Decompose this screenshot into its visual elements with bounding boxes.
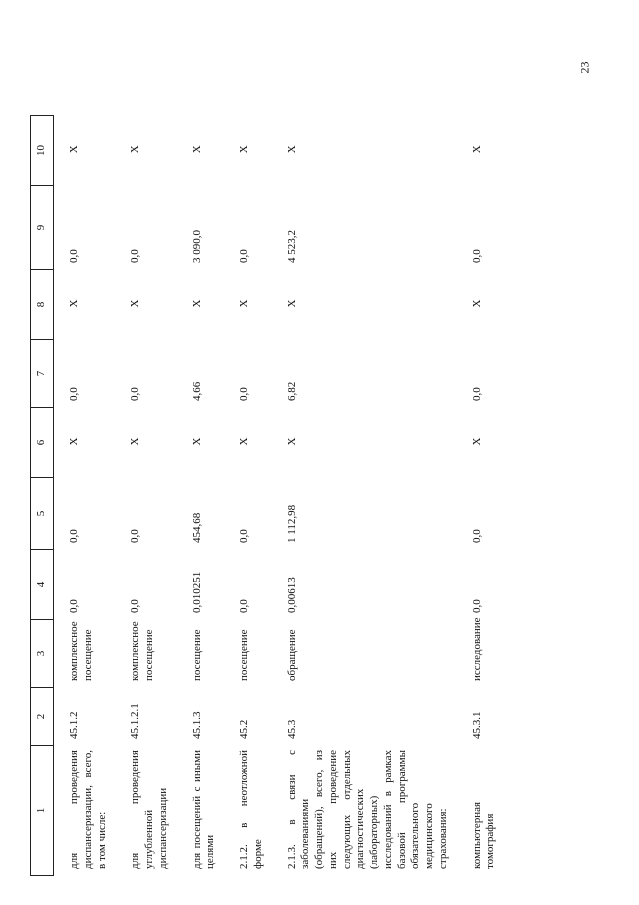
cell-col5: 0,0 bbox=[238, 529, 250, 543]
cell-col10: Х bbox=[68, 145, 80, 154]
row-code: 45.1.3 bbox=[190, 711, 203, 739]
cell-col5: 1 112,98 bbox=[285, 504, 298, 543]
cell-col8: Х bbox=[238, 299, 250, 308]
cell-col7: 0,0 bbox=[68, 387, 80, 401]
cell-col7: 0,0 bbox=[470, 387, 483, 401]
cell-col9: 0,0 bbox=[238, 249, 250, 263]
row-code: 45.3 bbox=[285, 719, 298, 739]
cell-col5: 454,68 bbox=[190, 512, 203, 543]
cell-col9: 4 523,2 bbox=[285, 230, 298, 263]
row-unit: посещение bbox=[238, 629, 250, 681]
row-label: для проведения диспансеризации, всего, в том числе: bbox=[68, 750, 108, 869]
cell-col4: 0,0 bbox=[68, 599, 80, 613]
table-header-row bbox=[31, 116, 54, 876]
row-code: 45.1.2.1 bbox=[129, 703, 142, 739]
cell-col6: Х bbox=[68, 437, 80, 446]
row-unit: комплексное посещение bbox=[68, 621, 94, 681]
column-header-5: 5 bbox=[31, 478, 54, 550]
table-row bbox=[115, 116, 176, 876]
cell-col4: 0,0 bbox=[238, 599, 250, 613]
cell-col8: Х bbox=[68, 299, 80, 308]
cell-col5: 0,0 bbox=[470, 529, 483, 543]
column-header-1: 1 bbox=[31, 746, 54, 876]
cell-col8: Х bbox=[470, 299, 483, 308]
cell-col9: 0,0 bbox=[470, 249, 483, 263]
table-row bbox=[457, 116, 509, 876]
cell-col7: 6,82 bbox=[285, 381, 298, 401]
row-label: 2.1.2. в неотложной форме bbox=[238, 750, 264, 869]
column-header-3: 3 bbox=[31, 620, 54, 688]
column-header-6: 6 bbox=[31, 408, 54, 478]
cell-col4: 0,0 bbox=[470, 599, 483, 613]
row-code: 45.2 bbox=[238, 719, 250, 739]
page-number: 23 bbox=[577, 61, 592, 74]
cell-col6: Х bbox=[238, 437, 250, 446]
row-label: для посещений с иными целями bbox=[190, 750, 217, 869]
cell-col9: 3 090,0 bbox=[190, 230, 203, 263]
table-row bbox=[224, 116, 272, 876]
row-unit: исследование bbox=[470, 617, 483, 681]
row-label: компьютерная томография bbox=[470, 801, 497, 869]
tariff-table bbox=[30, 115, 509, 876]
table-row bbox=[272, 116, 457, 876]
cell-col6: Х bbox=[285, 437, 298, 446]
cell-col7: 0,0 bbox=[238, 387, 250, 401]
cell-col4: 0,0 bbox=[129, 599, 142, 613]
table-row bbox=[177, 116, 225, 876]
cell-col4: 0,010251 bbox=[190, 571, 203, 613]
column-header-4: 4 bbox=[31, 550, 54, 620]
cell-col5: 0,0 bbox=[129, 529, 142, 543]
column-header-10: 10 bbox=[31, 116, 54, 186]
cell-col10: Х bbox=[238, 145, 250, 154]
cell-col8: Х bbox=[285, 299, 298, 308]
row-code: 45.1.2 bbox=[68, 711, 80, 739]
cell-col9: 0,0 bbox=[68, 249, 80, 263]
cell-col8: Х bbox=[129, 299, 142, 308]
column-header-7: 7 bbox=[31, 340, 54, 408]
table-row bbox=[54, 116, 116, 876]
column-header-8: 8 bbox=[31, 270, 54, 340]
cell-col6: Х bbox=[129, 437, 142, 446]
row-unit: посещение bbox=[190, 629, 203, 681]
cell-col6: Х bbox=[470, 437, 483, 446]
cell-col4: 0,00613 bbox=[285, 577, 298, 613]
cell-col7: 0,0 bbox=[129, 387, 142, 401]
row-code: 45.3.1 bbox=[470, 711, 483, 739]
column-header-9: 9 bbox=[31, 186, 54, 270]
row-label: для проведения углубленной диспансеризации bbox=[129, 750, 169, 869]
column-header-2: 2 bbox=[31, 688, 54, 746]
cell-col10: Х bbox=[285, 145, 298, 154]
rotated-page-content bbox=[30, 31, 610, 876]
row-unit: обращение bbox=[285, 629, 298, 681]
row-label: 2.1.3. в связи с заболеваниями (обращений), всего, из них проведение следующих отдельных диагностических (лабораторных) исследований в рамках базовой программы обязательного медицинского страхования: bbox=[285, 750, 449, 869]
cell-col6: Х bbox=[190, 437, 203, 446]
cell-col7: 4,66 bbox=[190, 381, 203, 401]
cell-col10: Х bbox=[470, 145, 483, 154]
cell-col8: Х bbox=[190, 299, 203, 308]
cell-col10: Х bbox=[129, 145, 142, 154]
cell-col5: 0,0 bbox=[68, 529, 80, 543]
cell-col10: Х bbox=[190, 145, 203, 154]
row-unit: комплексное посещение bbox=[129, 621, 155, 681]
cell-col9: 0,0 bbox=[129, 249, 142, 263]
